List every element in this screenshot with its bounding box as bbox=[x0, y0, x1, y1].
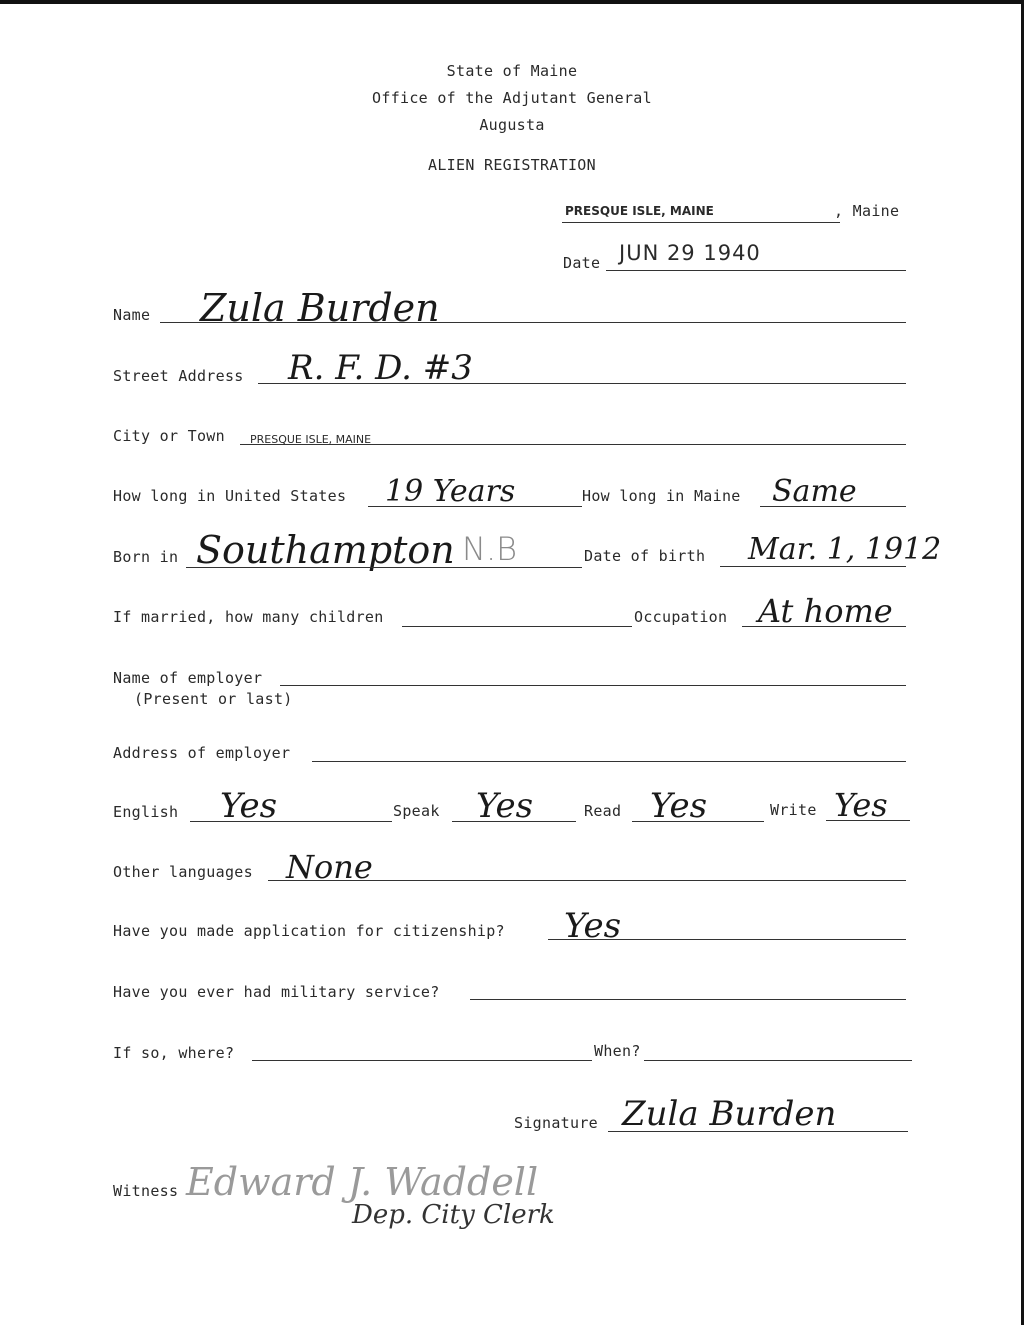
dob-label: Date of birth bbox=[584, 547, 706, 565]
when-label: When? bbox=[594, 1042, 641, 1060]
speak-label: Speak bbox=[393, 802, 440, 820]
english-line bbox=[190, 821, 392, 822]
where-label: If so, where? bbox=[113, 1044, 235, 1062]
occupation-value: At home bbox=[758, 592, 893, 630]
employer-sublabel: (Present or last) bbox=[134, 690, 293, 708]
place-line bbox=[562, 222, 840, 223]
when-line bbox=[644, 1060, 912, 1061]
born-in-annotation: N.B bbox=[462, 530, 518, 568]
other-languages-value: None bbox=[286, 848, 373, 886]
city-stamp: PRESQUE ISLE, MAINE bbox=[250, 433, 372, 446]
english-value: Yes bbox=[220, 786, 278, 826]
employer-label: Name of employer bbox=[113, 669, 263, 687]
header-state: State of Maine bbox=[446, 62, 578, 80]
signature-line bbox=[608, 1131, 908, 1132]
where-line bbox=[252, 1060, 592, 1061]
us-years-label: How long in United States bbox=[113, 487, 347, 505]
other-languages-line bbox=[268, 880, 906, 881]
form-title: ALIEN REGISTRATION bbox=[428, 156, 596, 174]
children-line bbox=[402, 626, 632, 627]
employer-address-label: Address of employer bbox=[113, 744, 291, 762]
header-city: Augusta bbox=[479, 116, 545, 134]
occupation-line bbox=[742, 626, 906, 627]
born-in-value: Southampton bbox=[196, 528, 455, 572]
children-label: If married, how many children bbox=[113, 608, 384, 626]
signature-label: Signature bbox=[514, 1114, 598, 1132]
city-line bbox=[240, 444, 906, 445]
english-label: English bbox=[113, 803, 179, 821]
signature-value: Zula Burden bbox=[622, 1094, 837, 1134]
military-line bbox=[470, 999, 906, 1000]
place-suffix: , Maine bbox=[834, 202, 900, 220]
date-label: Date bbox=[563, 254, 601, 272]
name-label: Name bbox=[113, 306, 151, 324]
street-line bbox=[258, 383, 906, 384]
citizenship-label: Have you made application for citizenship? bbox=[113, 922, 505, 940]
maine-years-value: Same bbox=[772, 474, 857, 509]
dob-line bbox=[720, 566, 906, 567]
city-label: City or Town bbox=[113, 427, 225, 445]
street-label: Street Address bbox=[113, 367, 244, 385]
employer-line bbox=[280, 685, 906, 686]
born-in-label: Born in bbox=[113, 548, 179, 566]
speak-line bbox=[452, 821, 576, 822]
write-line bbox=[826, 820, 910, 821]
maine-years-line bbox=[760, 506, 906, 507]
witness-title: Dep. City Clerk bbox=[352, 1200, 555, 1230]
us-years-value: 19 Years bbox=[385, 474, 516, 509]
write-label: Write bbox=[770, 801, 817, 819]
witness-signature: Edward J. Waddell bbox=[186, 1160, 539, 1204]
place-stamp: PRESQUE ISLE, MAINE bbox=[565, 204, 714, 218]
born-in-line bbox=[186, 567, 582, 568]
military-label: Have you ever had military service? bbox=[113, 983, 440, 1001]
us-years-line bbox=[368, 506, 582, 507]
name-value: Zula Burden bbox=[200, 286, 440, 330]
header-office: Office of the Adjutant General bbox=[372, 89, 652, 107]
citizenship-value: Yes bbox=[564, 906, 622, 946]
date-stamp: JUN 29 1940 bbox=[619, 241, 761, 265]
maine-years-label: How long in Maine bbox=[582, 487, 741, 505]
date-line bbox=[606, 270, 906, 271]
read-label: Read bbox=[584, 802, 622, 820]
street-value: R. F. D. #3 bbox=[288, 348, 473, 388]
occupation-label: Occupation bbox=[634, 608, 728, 626]
employer-address-line bbox=[312, 761, 906, 762]
citizenship-line bbox=[548, 939, 906, 940]
scan-border-top bbox=[0, 0, 1024, 4]
other-languages-label: Other languages bbox=[113, 863, 253, 881]
speak-value: Yes bbox=[476, 786, 534, 826]
write-value: Yes bbox=[834, 786, 888, 824]
dob-value: Mar. 1, 1912 bbox=[748, 532, 942, 567]
witness-label: Witness bbox=[113, 1182, 179, 1200]
read-value: Yes bbox=[650, 786, 708, 826]
name-line bbox=[160, 322, 906, 323]
read-line bbox=[632, 821, 764, 822]
